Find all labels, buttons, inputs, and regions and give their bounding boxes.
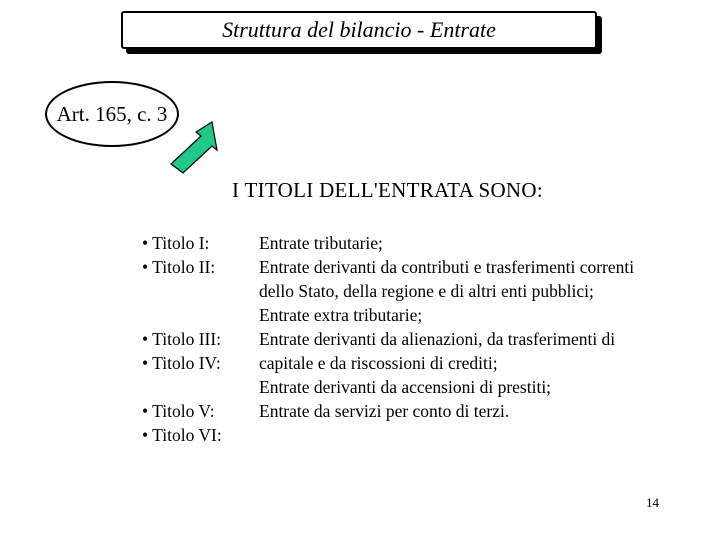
titolo-label: • Titolo VI: [142, 425, 222, 445]
titolo-description: Entrate derivanti da contributi e trasferimenti correnti dello Stato, della regione e di altri enti pubblici; [259, 257, 635, 301]
slide-title-box [121, 11, 597, 49]
titoli-labels-list [142, 231, 222, 447]
titolo-description: Entrate derivanti da accensioni di prestiti; [259, 377, 552, 397]
article-reference: Art. 165, c. 3 [56, 101, 168, 126]
titolo-description: Entrate derivanti da alienazioni, da trasferimenti di capitale e da riscossioni di crediti; [259, 329, 616, 373]
titolo-label: • Titolo V: [142, 401, 215, 421]
arrow-icon [168, 120, 228, 176]
titolo-label: • Titolo II: [142, 257, 216, 277]
titolo-description: Entrate extra tributarie; [259, 305, 423, 325]
slide-title: Struttura del bilancio - Entrate [222, 17, 496, 42]
titolo-description: Entrate da servizi per conto di terzi. [259, 401, 510, 421]
titolo-label: • Titolo III: [142, 329, 222, 349]
titolo-label: • Titolo IV: [142, 353, 221, 373]
titoli-descriptions-list [259, 231, 659, 423]
titolo-label: • Titolo I: [142, 233, 210, 253]
section-heading: I TITOLI DELL'ENTRATA SONO: [232, 178, 543, 202]
article-reference-oval [45, 81, 179, 147]
titolo-description: Entrate tributarie; [259, 233, 383, 253]
page-number: 14 [646, 495, 659, 510]
